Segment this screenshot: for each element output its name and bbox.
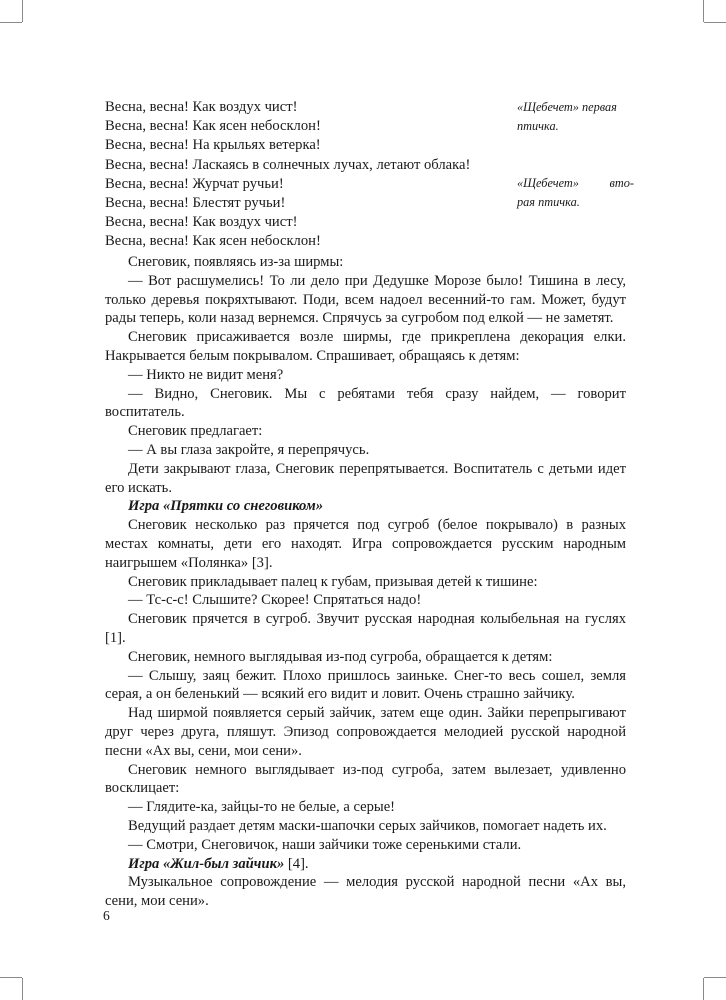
paragraph: Ведущий раздает детям маски-шапочки серых зайчиков, помогает надеть их. [128, 817, 607, 834]
crop-mark [0, 977, 22, 978]
stage-note-first-bird [517, 98, 634, 136]
stage-note-line: птичка. [517, 119, 559, 134]
paragraph: Над ширмой появляется серый зайчик, затем еще один. Зайки перепрыгивают друг через друга, пляшут. Эпизод сопровождается мелодией русской народной песни «Ах вы, сени, мои сени». [105, 705, 626, 759]
paragraph: — Никто не видит меня? [128, 366, 284, 383]
game-title-line [105, 855, 626, 874]
paragraph: Снеговик, появляясь из-за ширмы: [128, 254, 344, 270]
paragraph: Снеговик немного выглядывает из-под сугроба, затем вылезает, удивленно восклицает: [105, 761, 626, 797]
crop-mark [0, 22, 22, 23]
paragraph: — Смотри, Снеговичок, наши зайчики тоже серенькими стали. [128, 836, 522, 853]
paragraph: — Глядите-ка, зайцы-то не белые, а серые! [128, 799, 396, 816]
poem-line: Весна, весна! Журчат ручьи! [105, 175, 284, 192]
citation: [4]. [284, 855, 309, 872]
paragraph: Снеговик прикладывает палец к губам, призывая детей к тишине: [128, 573, 538, 590]
poem [105, 98, 505, 252]
paragraph: Снеговик предлагает: [128, 423, 263, 440]
crop-mark [704, 22, 726, 23]
page-number: 6 [103, 908, 110, 923]
crop-mark [22, 978, 23, 1000]
paragraph: — Вот расшумелись! То ли дело при Дедушке Морозе было! Тишина в лесу, только деревья покряхтывают. Поди, всем надоел весенний-то гам. Может, будут рады теперь, коли назад вернемся. Спрячусь за сугробом под елкой — не заметят. [105, 272, 626, 327]
paragraph: Снеговик, немного выглядывая из-под сугроба, обращается к детям: [128, 648, 553, 665]
body-text [105, 253, 626, 911]
paragraph: Музыкальное сопровождение — мелодия русской народной песни «Ах вы, сени, мои сени». [105, 874, 626, 910]
paragraph: Снеговик несколько раз прячется под сугроб (белое покрывало) в разных местах комнаты, дети его находят. Игра сопровождается русским народным наигрышем «Полянка» [3]. [105, 517, 626, 571]
poem-line: Весна, весна! Как ясен небосклон! [105, 118, 321, 135]
game-title: Игра «Прятки со снеговиком» [128, 498, 324, 515]
crop-mark [703, 0, 704, 22]
crop-mark [704, 977, 726, 978]
stage-note-second-bird [517, 174, 634, 212]
paragraph: — Тс-с-с! Слышите? Скорее! Спрятаться надо! [128, 592, 422, 609]
poem-line: Весна, весна! Как ясен небосклон! [105, 233, 321, 250]
poem-line: Весна, весна! Как воздух чист! [105, 99, 298, 115]
stage-note-line: «Щебечет» первая [517, 100, 617, 114]
paragraph: Снеговик прячется в сугроб. Звучит русская народная колыбельная на гуслях [1]. [105, 611, 626, 646]
crop-mark [22, 0, 23, 22]
stage-note-line: рая птичка. [517, 195, 580, 210]
paragraph: — Слышу, заяц бежит. Плохо пришлось заиньке. Снег-то весь сошел, земля серая, а он беленький — всякий его видит и ловит. Очень страшно зайчику. [105, 667, 626, 703]
poem-line: Весна, весна! На крыльях ветерка! [105, 137, 321, 154]
paragraph: — А вы глаза закройте, я перепрячусь. [128, 441, 370, 458]
stage-note-word: «Щебечет» [517, 176, 579, 190]
poem-line: Весна, весна! Ласкаясь в солнечных лучах, летают облака! [105, 156, 471, 173]
poem-line: Весна, весна! Блестят ручьи! [105, 195, 286, 212]
paragraph: Снеговик присаживается возле ширмы, где прикреплена декорация елки. Накрывается белым покрывалом. Спрашивает, обращаясь к детям: [105, 329, 626, 364]
game-title: Игра «Жил-был зайчик» [128, 855, 285, 872]
stage-note-word: вто- [609, 176, 634, 190]
poem-line: Весна, весна! Как воздух чист! [105, 214, 298, 231]
crop-mark [703, 978, 704, 1000]
paragraph: Дети закрывают глаза, Снеговик перепрятывается. Воспитатель с детьми идет его искать. [105, 460, 626, 496]
paragraph: — Видно, Снеговик. Мы с ребятами тебя сразу найдем, — говорит воспитатель. [105, 385, 626, 421]
